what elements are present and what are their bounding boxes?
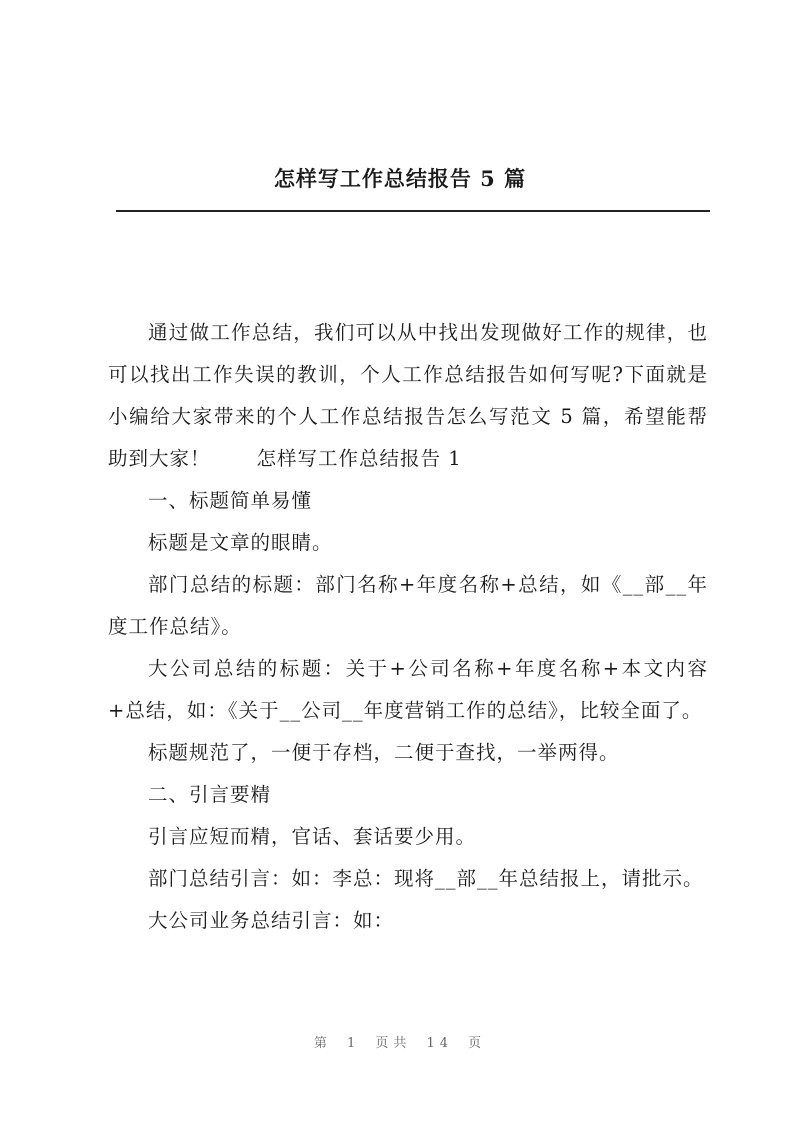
paragraph: 大公司业务总结引言：如： [148, 909, 395, 932]
paragraph: 标题规范了，一便于存档，二便于查找，一举两得。 [148, 741, 620, 764]
paragraph: 大公司总结的标题：关于+公司名称+年度名称+本文内容+总结，如：《关于__公司__年度营销工作的总结》，比较全面了。 [108, 657, 708, 722]
title-divider [116, 210, 710, 212]
page-title: 怎样写工作总结报告 5 篇 [273, 166, 527, 191]
paragraph: 二、引言要精 [148, 783, 272, 806]
document-body [108, 312, 708, 942]
paragraph: 一、标题简单易懂 [148, 489, 313, 512]
paragraph: 引言应短而精，官话、套话要少用。 [148, 825, 477, 848]
page-footer: 第 1 页共 14 页 [313, 1036, 487, 1051]
intro-text: 通过做工作总结，我们可以从中找出发现做好工作的规律，也可以找出工作失误的教训，个人工作总结报告如何写呢?下面就是小编给大家带来的个人工作总结报告怎么写范文 5 篇，希望能帮助到大家！ [108, 321, 708, 470]
section-heading: 怎样写工作总结报告 1 [256, 447, 462, 470]
paragraph: 部门总结的标题：部门名称+年度名称+总结，如《__部__年度工作总结》。 [108, 573, 708, 638]
paragraph: 部门总结引言：如：李总：现将__部__年总结报上，请批示。 [148, 867, 704, 890]
intro-paragraph [108, 312, 708, 480]
paragraph: 标题是文章的眼睛。 [148, 531, 333, 554]
